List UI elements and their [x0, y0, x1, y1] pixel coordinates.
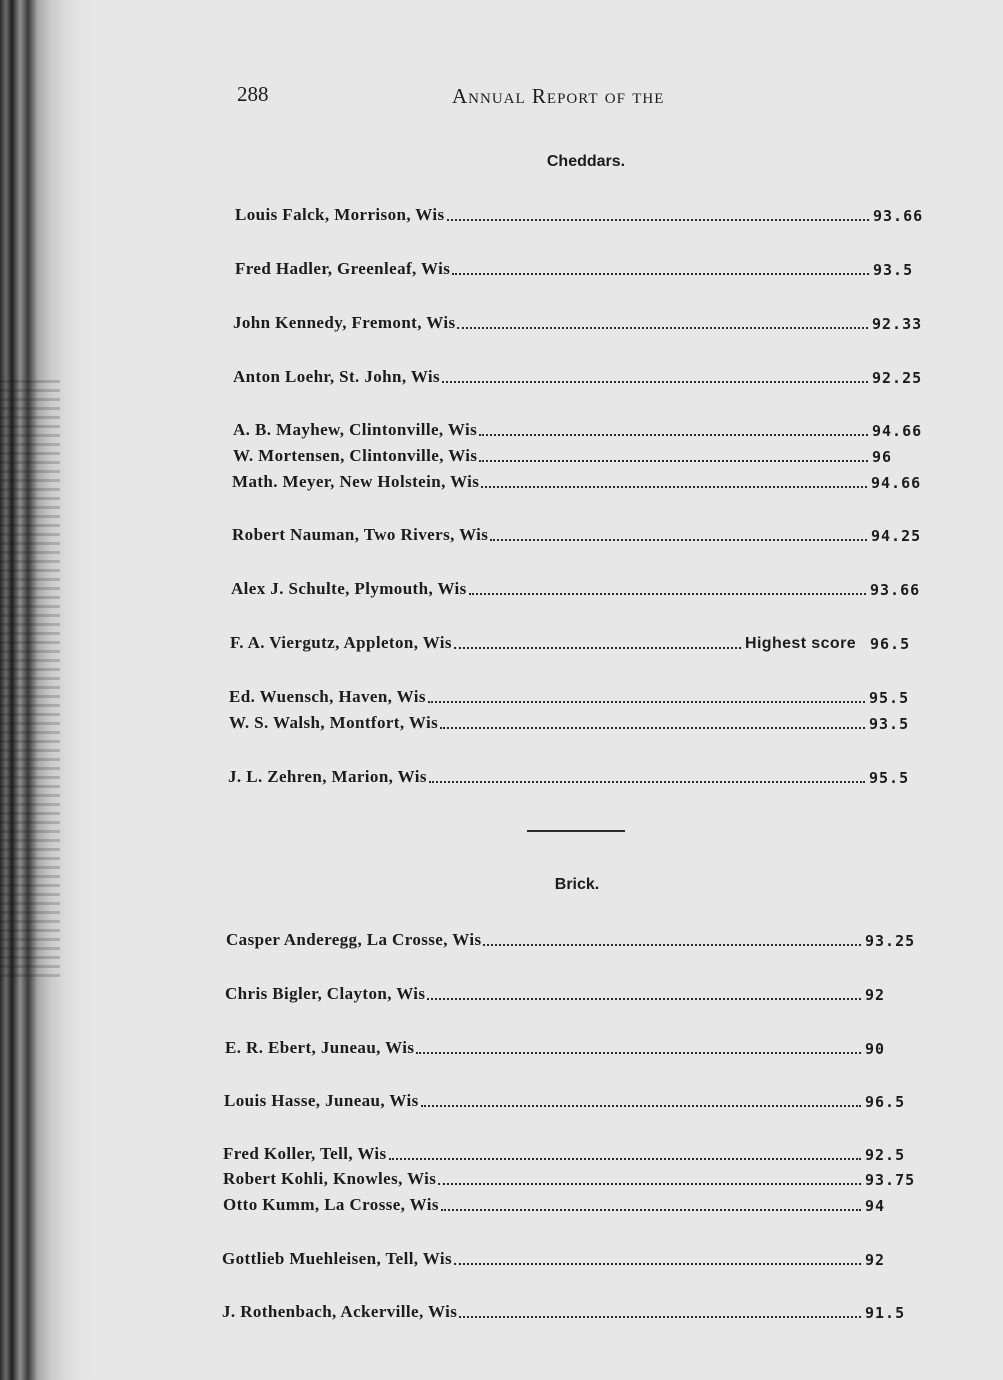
list-item — [231, 577, 934, 599]
dot-leader — [440, 726, 865, 729]
page-header — [237, 82, 957, 112]
dot-leader — [421, 1104, 861, 1107]
dot-leader — [454, 646, 741, 649]
dot-leader — [469, 592, 866, 595]
entry-name: Fred Koller, Tell, Wis — [223, 1144, 387, 1163]
dot-leader — [416, 1051, 861, 1054]
highest-score-note: Highest score — [744, 635, 856, 652]
list-item — [222, 1247, 929, 1269]
list-item — [235, 257, 937, 279]
entry-name: Otto Kumm, La Crosse, Wis — [223, 1195, 439, 1214]
list-item — [228, 765, 933, 787]
dot-leader — [452, 272, 869, 275]
dot-leader — [427, 997, 861, 1000]
dot-leader — [490, 538, 867, 541]
list-item — [229, 685, 933, 707]
entry-name: John Kennedy, Fremont, Wis — [233, 313, 456, 332]
section-title-brick: Brick. — [554, 876, 600, 893]
list-item — [222, 1300, 929, 1322]
dot-leader — [483, 943, 861, 946]
dot-leader — [479, 459, 868, 462]
list-item — [225, 982, 929, 1004]
entry-score: 92.25 — [872, 369, 923, 387]
entry-name: Chris Bigler, Clayton, Wis — [225, 984, 426, 1003]
entry-score: 92.33 — [872, 315, 923, 333]
entry-name: Casper Anderegg, La Crosse, Wis — [226, 930, 482, 949]
list-item — [223, 1142, 929, 1164]
list-item — [232, 523, 935, 545]
entry-name: W. S. Walsh, Montfort, Wis — [229, 713, 439, 732]
entry-name: Alex J. Schulte, Plymouth, Wis — [231, 579, 467, 598]
entry-name: F. A. Viergutz, Appleton, Wis — [230, 633, 452, 652]
entry-score: 94.66 — [871, 474, 922, 492]
entry-name: Louis Falck, Morrison, Wis — [235, 205, 445, 224]
list-item — [223, 1193, 929, 1215]
entry-score: 96.5 — [865, 1093, 906, 1111]
list-item — [233, 311, 936, 333]
dot-leader — [479, 433, 868, 436]
entry-name: Robert Kohli, Knowles, Wis — [223, 1169, 437, 1188]
entry-score: 93.75 — [865, 1171, 916, 1189]
entry-score: 92.5 — [865, 1146, 906, 1164]
list-item — [230, 631, 934, 653]
list-item — [233, 418, 936, 440]
dot-leader — [389, 1157, 861, 1160]
list-item — [224, 1089, 929, 1111]
entry-score: 93.25 — [865, 932, 916, 950]
list-item — [233, 444, 936, 466]
list-item — [233, 365, 936, 387]
entry-name: Fred Hadler, Greenleaf, Wis — [235, 259, 451, 278]
list-item — [225, 1036, 929, 1058]
section-title-cheddars: Cheddars. — [546, 153, 626, 170]
entry-name: Louis Hasse, Juneau, Wis — [224, 1091, 419, 1110]
dot-leader — [441, 1208, 861, 1211]
entry-score: 93.66 — [873, 207, 924, 225]
entry-score: 90 — [865, 1040, 886, 1058]
dot-leader — [454, 1262, 861, 1265]
entry-score: 93.5 — [873, 261, 914, 279]
entry-name: W. Mortensen, Clintonville, Wis — [233, 446, 478, 465]
entry-score: 94 — [865, 1197, 886, 1215]
entry-name: J. L. Zehren, Marion, Wis — [228, 767, 427, 786]
dot-leader — [438, 1182, 861, 1185]
entry-score: 95.5 — [869, 689, 910, 707]
list-item — [232, 470, 935, 492]
dot-leader — [481, 485, 867, 488]
entry-name: Robert Nauman, Two Rivers, Wis — [232, 525, 489, 544]
list-item — [223, 1167, 929, 1189]
entry-name: Gottlieb Muehleisen, Tell, Wis — [222, 1249, 453, 1268]
dot-leader — [447, 218, 869, 221]
entry-score: 92 — [865, 986, 886, 1004]
page-number: 288 — [237, 82, 269, 106]
entry-score: 92 — [865, 1251, 886, 1269]
entry-name: A. B. Mayhew, Clintonville, Wis — [233, 420, 478, 439]
running-head: Annual Report of the — [452, 84, 665, 108]
entry-name: J. Rothenbach, Ackerville, Wis — [222, 1302, 458, 1321]
entry-score: 91.5 — [865, 1304, 906, 1322]
dot-leader — [428, 700, 865, 703]
entry-score: 96 — [872, 448, 893, 466]
entry-name: Math. Meyer, New Holstein, Wis — [232, 472, 480, 491]
dot-leader — [457, 326, 868, 329]
entry-score: 93.66 — [870, 581, 921, 599]
list-item — [229, 711, 933, 733]
entry-score: 96.5 — [870, 635, 911, 653]
dot-leader — [442, 380, 868, 383]
page-edge-shadow — [0, 380, 60, 980]
entry-score: 94.25 — [871, 527, 922, 545]
list-item — [235, 203, 937, 225]
entry-score: 94.66 — [872, 422, 923, 440]
list-item — [226, 928, 929, 950]
entry-name: Anton Loehr, St. John, Wis — [233, 367, 441, 386]
entry-score: 95.5 — [869, 769, 910, 787]
entry-score: 93.5 — [869, 715, 910, 733]
entry-name: E. R. Ebert, Juneau, Wis — [225, 1038, 415, 1057]
dot-leader — [459, 1315, 861, 1318]
entry-name: Ed. Wuensch, Haven, Wis — [229, 687, 426, 706]
dot-leader — [429, 780, 865, 783]
section-divider — [527, 830, 625, 832]
